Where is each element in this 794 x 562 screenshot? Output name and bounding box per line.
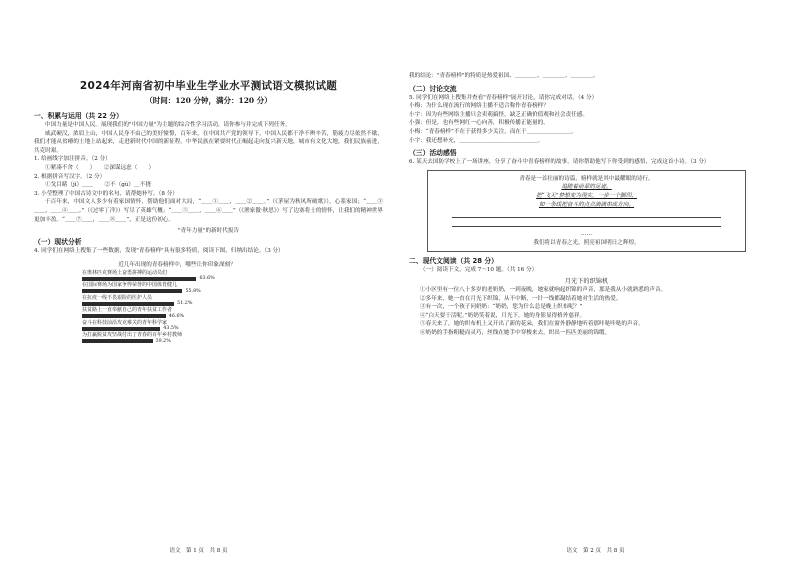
question: 4. 同学们在网络上搜集了一些数据，发现"青春榜样"具有很多特质，阅读下图，归纳出结论。（3 分） bbox=[34, 248, 284, 255]
exam-subtitle: （时间：120 分钟，满分：120 分） bbox=[145, 96, 272, 105]
section-heading: （二）讨论交流 bbox=[409, 84, 457, 93]
poem-line: 青春是一首壮丽的诗篇，榜样就是其中最耀眼的诗行。 bbox=[519, 175, 654, 182]
bar-value-label: 55.8% bbox=[185, 288, 201, 294]
page-footer: 语文 第 1 页 共 8 页 bbox=[169, 548, 228, 554]
bar-value-label: 46.6% bbox=[168, 313, 185, 319]
bar-value-label: 51.2% bbox=[177, 301, 193, 307]
poem-line: 我们将以青春之光，照亮祖国明日之辉煌。 bbox=[533, 239, 640, 246]
bar bbox=[82, 277, 196, 281]
question: 1. 给画线字加注拼音。（2 分） bbox=[34, 156, 111, 163]
question: 5. 同学们在网络上搜集并查看"青春榜样"展开讨论，请你完成对话。（4 分） bbox=[409, 94, 598, 101]
story-paragraph: ③有一次，一个孩子问奶奶：“奶奶，您为什么总是晚上织布呢？” bbox=[420, 304, 583, 311]
story-title: 月光下的织锦机 bbox=[564, 277, 609, 285]
bar-row bbox=[82, 307, 272, 319]
paragraph: 威武硬汉，浓眉上山，中国人民身不由己的美好憧憬，百年来，在中国共产党的领导下，中国人民都干净不辨辛苦，筋疲力尽依然不歇，我们才能从贫瘠的土地上站起来，走进新时代中国的新征程。中华民族在紧要时代正崛起走向复兴新天地，城市有文化大地，我们民族前进，共克时艰。 bbox=[34, 130, 383, 154]
exam-title: 2024年河南省初中毕业生学业水平测试语文模拟试题 bbox=[79, 80, 338, 92]
bar-chart bbox=[82, 260, 272, 344]
bar bbox=[82, 314, 166, 318]
section-heading: 一、积累与运用（共 22 分） bbox=[34, 112, 123, 120]
story-paragraph: ⑤春天来了，她的织布机上又开出了新的花朵，我们在窗外静静地听着那咔哒咔哒的声音。 bbox=[420, 321, 644, 328]
question-item: ①紧凑不舍（ ） ②深谋远虑（ ） bbox=[45, 164, 155, 171]
poem-line: 追随着前辈的足迹， bbox=[561, 184, 612, 191]
bar bbox=[82, 289, 182, 293]
question-item: ①戈目睹（jì）＿＿ ②不（gù）＿不挠 bbox=[45, 182, 151, 189]
bar-value-label: 43.5% bbox=[163, 326, 179, 332]
bar bbox=[82, 327, 160, 331]
story-paragraph: ①小区里有一位八十多岁的老奶奶，一到夜晚，她家就响起织锦的声音，那是我从小就熟悉的声音。 bbox=[420, 286, 667, 293]
section-heading: （三）活动感悟 bbox=[409, 149, 457, 158]
bar bbox=[82, 339, 153, 343]
poem-line: 如一条线把奋斗的点点滴滴串成方向。 bbox=[538, 201, 635, 208]
conclusion: 我的结论："青春榜样"的特质是热爱祖国、＿＿＿＿、＿＿＿＿、＿＿＿＿。 bbox=[409, 73, 599, 79]
question: 6. 某天去国防学校上了一场讲座，分享了奋斗中青春榜样的故事，请你帮助他写下你受到的感悟，完成这首小诗。（3 分） bbox=[409, 159, 710, 166]
bar-label: 在国际赛场为国家争得荣誉的中国体育健儿 bbox=[82, 282, 178, 289]
story-paragraph: ⑥奶奶的手指粗糙而灵巧，丝线在她手中穿梭来去，织出一匹匹美丽的锦缎。 bbox=[420, 329, 611, 336]
poem-box bbox=[427, 170, 746, 253]
page-right bbox=[397, 0, 794, 562]
page-footer: 语文 第 2 页 共 8 页 bbox=[566, 548, 625, 554]
bar-value-label: 63.6% bbox=[199, 276, 215, 282]
blank-line[interactable] bbox=[452, 225, 721, 227]
bar-row bbox=[82, 282, 272, 294]
section-heading: （一）现状分析 bbox=[34, 238, 82, 247]
question: 2. 根据拼音写汉字。（2 分） bbox=[34, 173, 106, 180]
paragraph: 千百年来，中国文人多少有着家国情怀，帮助他们面对大局，“＿＿①＿＿，＿＿②＿＿。”（《茅屋为秋风所破歌》），心系家国；“＿＿③＿＿，＿＿④＿＿。”（《过零丁洋》）写尽了英雄气概；“＿＿⑤＿＿，＿＿⑥＿＿”（《渔家傲·秋思》）写了边塞将士的情怀，让我们的精神世界更加丰盈。“＿＿⑦＿＿，＿＿⑧＿＿”，正是这份初心。 bbox=[34, 199, 383, 223]
dialogue-line: 小强：但是，也有些网红一心向善，积极传播正能量的。 bbox=[409, 120, 549, 127]
section-heading: 二、现代文阅读（共 28 分） bbox=[409, 257, 498, 266]
bar-value-label: 39.2% bbox=[155, 338, 171, 344]
dialogue-line: 小宇：我还想补充，＿＿＿＿＿＿＿＿＿＿＿＿＿＿。 bbox=[409, 137, 544, 144]
bar-label: 在奥林匹克赛场上奋勇拼搏的运动员们 bbox=[82, 269, 168, 276]
story-paragraph: ④“白天要干活呢。”奶奶笑着说，月光下，她的身影显得格外慈祥。 bbox=[420, 312, 586, 319]
chart-bars bbox=[82, 270, 272, 344]
bar-row bbox=[82, 295, 272, 307]
story-paragraph: ②多年来，她一直在月光下织锦，从不中断，一针一线都凝结着她对生活的热爱。 bbox=[420, 295, 622, 302]
paragraph: 中国力量是中国人民。展现我们的"中国力量"为主题的综合性学习活动，请你参与并完成下列任务。 bbox=[45, 122, 291, 128]
bar-row bbox=[82, 332, 272, 344]
chart-title: 近几年出现的青春榜样中，哪些让你印象深刻？ bbox=[118, 261, 236, 268]
dialogue-line: 小梅：为什么现在流行的网络主播不适合称作青春榜样？ bbox=[409, 103, 549, 110]
sub-heading: "青年力量"的新时代报告 bbox=[177, 228, 240, 235]
dialogue-line: 小宇：因为有些网络主播只会卖萌搞怪，缺乏正确价值观和社会责任感。 bbox=[409, 111, 589, 118]
bar-label: 为打赢脱贫攻坚战付出了青春的百年乡村教师 bbox=[82, 332, 183, 339]
poem-line: 把“飞天”梦想变为现实，一步一个脚印， bbox=[536, 192, 637, 199]
bar-row bbox=[82, 320, 272, 332]
bar bbox=[82, 302, 174, 306]
question: 3. 小莹整理了中国古诗文中的名句，请帮她补写。（8 分） bbox=[34, 190, 178, 197]
bar-label: 扶贫路上一直奉献自己的青年扶贫工作者 bbox=[82, 307, 173, 314]
poem-dots: …… bbox=[580, 231, 593, 238]
dialogue-line: 小梅：“青春榜样”不在于获得多少关注，而在于＿＿＿＿＿＿＿＿。 bbox=[409, 128, 577, 135]
bar-label: 在抗疫一线不畏艰险的医护人员 bbox=[82, 294, 153, 301]
blank-line[interactable] bbox=[452, 216, 721, 218]
question: （一）阅读下文，完成 7～10 题。（共 16 分） bbox=[420, 267, 538, 274]
bar-row bbox=[82, 270, 272, 282]
bar-label: 奋斗在科技前沿攻克难关的青年科学家 bbox=[82, 319, 168, 326]
